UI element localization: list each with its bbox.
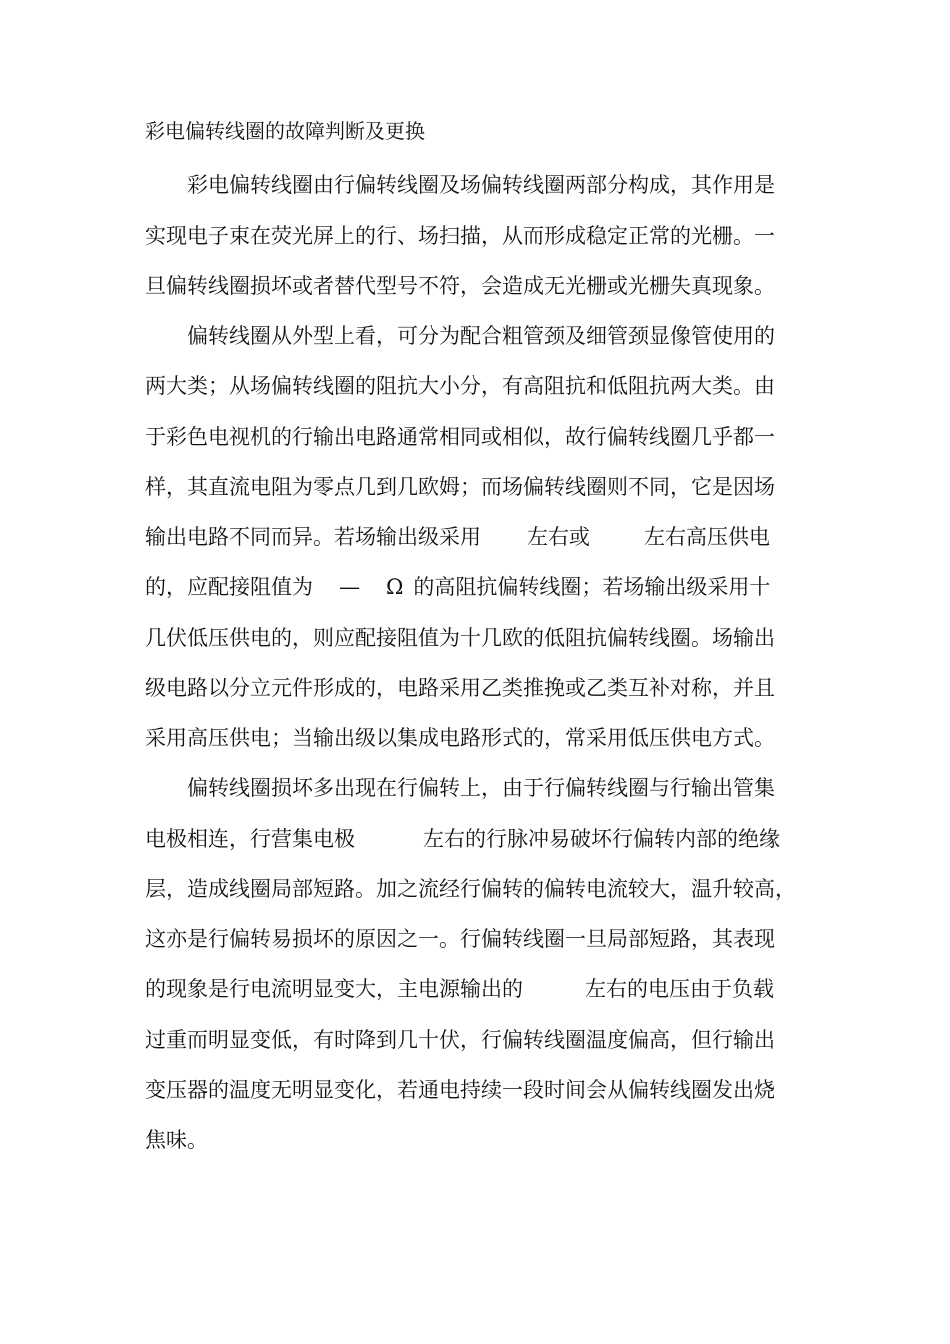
paragraph-2-line-2: 两大类；从场偏转线圈的阻抗大小分，有高阻抗和低阻抗两大类。由 bbox=[145, 374, 775, 398]
line-segment: 的，应配接阻值为 bbox=[145, 575, 313, 599]
line-segment: 的现象是行电流明显变大，主电源输出的 bbox=[145, 977, 523, 1001]
paragraph-2-line-7: 几伏低压供电的，则应配接阻值为十几欧的低阻抗偏转线圈。场输出 bbox=[145, 626, 775, 650]
line-segment: 左右或 bbox=[527, 525, 590, 549]
line-segment: 的高阻抗偏转线圈；若场输出级采用十 bbox=[413, 575, 771, 599]
paragraph-2-line-4: 样，其直流电阻为零点几到几欧姆；而场偏转线圈则不同，它是因场 bbox=[145, 475, 775, 499]
paragraph-3-line-6: 过重而明显变低，有时降到几十伏，行偏转线圈温度偏高，但行输出 bbox=[145, 1028, 775, 1052]
line-segment: 左右高压供电 bbox=[644, 525, 770, 549]
paragraph-1-line-3: 旦偏转线圈损坏或者替代型号不符，会造成无光栅或光栅失真现象。 bbox=[145, 274, 775, 298]
paragraph-2-line-1: 偏转线圈从外型上看，可分为配合粗管颈及细管颈显像管使用的 bbox=[187, 324, 775, 348]
paragraph-3-line-7: 变压器的温度无明显变化，若通电持续一段时间会从偏转线圈发出烧 bbox=[145, 1078, 775, 1102]
paragraph-1-line-1: 彩电偏转线圈由行偏转线圈及场偏转线圈两部分构成，其作用是 bbox=[187, 173, 775, 197]
line-segment: Ω bbox=[386, 575, 404, 599]
line-segment: 左右的电压由于负载 bbox=[585, 977, 774, 1001]
line-segment: — bbox=[339, 575, 360, 599]
paragraph-2-line-5 bbox=[145, 523, 770, 551]
paragraph-2-line-6 bbox=[145, 573, 770, 601]
line-segment: 电极相连，行营集电极 bbox=[145, 827, 355, 851]
paragraph-3-line-5 bbox=[145, 975, 774, 1003]
paragraph-3-line-1: 偏转线圈损坏多出现在行偏转上，由于行偏转线圈与行输出管集 bbox=[187, 776, 775, 800]
paragraph-2-line-9: 采用高压供电；当输出级以集成电路形式的，常采用低压供电方式。 bbox=[145, 726, 775, 750]
line-segment: 左右的行脉冲易破坏行偏转内部的绝缘 bbox=[423, 827, 780, 851]
paragraph-3-line-2 bbox=[145, 825, 780, 853]
paragraph-2-line-3: 于彩色电视机的行输出电路通常相同或相似，故行偏转线圈几乎都一 bbox=[145, 425, 775, 449]
paragraph-1-line-2: 实现电子束在荧光屏上的行、场扫描，从而形成稳定正常的光栅。一 bbox=[145, 224, 775, 248]
document-title: 彩电偏转线圈的故障判断及更换 bbox=[145, 119, 425, 143]
line-segment: 输出电路不同而异。若场输出级采用 bbox=[145, 525, 481, 549]
paragraph-3-line-8: 焦味。 bbox=[145, 1128, 208, 1152]
paragraph-3-line-4: 这亦是行偏转易损坏的原因之一。行偏转线圈一旦局部短路，其表现 bbox=[145, 927, 775, 951]
paragraph-3-line-3: 层，造成线圈局部短路。加之流经行偏转的偏转电流较大，温升较高， bbox=[145, 877, 796, 901]
paragraph-2-line-8: 级电路以分立元件形成的，电路采用乙类推挽或乙类互补对称，并且 bbox=[145, 676, 775, 700]
